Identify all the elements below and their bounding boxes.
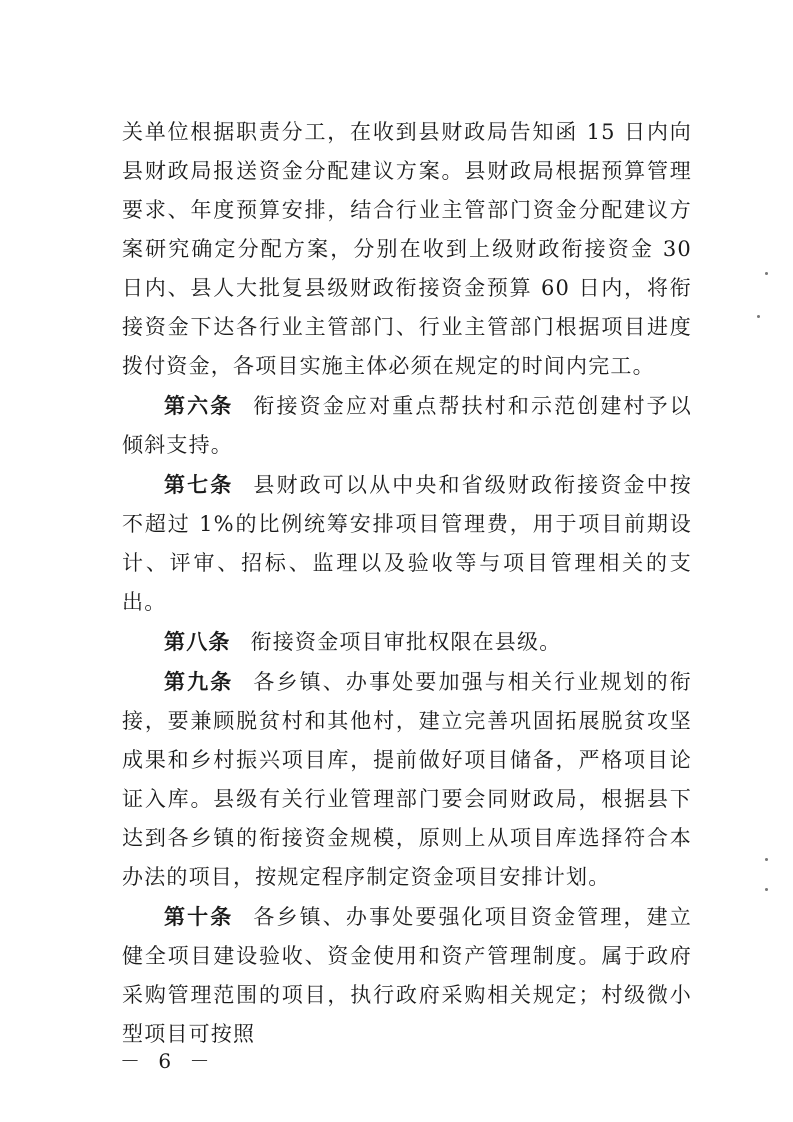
- article-heading: 第九条: [164, 669, 234, 694]
- page-number: － 6 －: [120, 1049, 216, 1073]
- article-text: 各乡镇、办事处要强化项目资金管理，建立健全项目建设验收、资金使用和资产管理制度。属于政府采购管理范围的项目，执行政府采购相关规定；村级微小型项目可按照: [122, 905, 692, 1046]
- article-text: 县财政可以从中央和省级财政衔接资金中按不超过 1%的比例统筹安排项目管理费，用于项目前期设计、评审、招标、监理以及验收等与项目管理相关的支出。: [122, 473, 692, 614]
- scan-speck: [765, 858, 768, 861]
- continuation-paragraph: 关单位根据职责分工，在收到县财政局告知函 15 日内向县财政局报送资金分配建议方案。县财政局根据预算管理要求、年度预算安排，结合行业主管部门资金分配建议方案研究确定分配方案，分别在收到上级财政衔接资金 30 日内、县人大批复县级财政衔接资金预算 60 日内，将衔接资金下达各行业主管部门、行业主管部门根据项目进度拨付资金，各项目实施主体必须在规定的时间内完工。: [122, 120, 692, 378]
- document-body: [122, 113, 692, 1054]
- article-heading: 第七条: [164, 472, 234, 497]
- article-10: [122, 897, 692, 1054]
- article-text: 各乡镇、办事处要加强与相关行业规划的衔接，要兼顾脱贫村和其他村，建立完善巩固拓展脱贫攻坚成果和乡村振兴项目库，提前做好项目储备，严格项目论证入库。县级有关行业管理部门要会同财政局，根据县下达到各乡镇的衔接资金规模，原则上从项目库选择符合本办法的项目，按规定程序制定资金项目安排计划。: [122, 670, 692, 889]
- article-6: [122, 386, 692, 465]
- article-text: 衔接资金应对重点帮扶村和示范创建村予以倾斜支持。: [122, 394, 692, 457]
- article-7: [122, 465, 692, 622]
- article-heading: 第十条: [164, 904, 234, 929]
- scan-speck: [757, 315, 760, 318]
- article-8: [122, 622, 692, 662]
- article-heading: 第八条: [164, 629, 231, 654]
- scan-speck: [765, 888, 768, 891]
- scan-speck: [765, 272, 768, 275]
- article-9: [122, 662, 692, 897]
- article-heading: 第六条: [164, 393, 234, 418]
- article-text: 衔接资金项目审批权限在县级。: [250, 630, 562, 654]
